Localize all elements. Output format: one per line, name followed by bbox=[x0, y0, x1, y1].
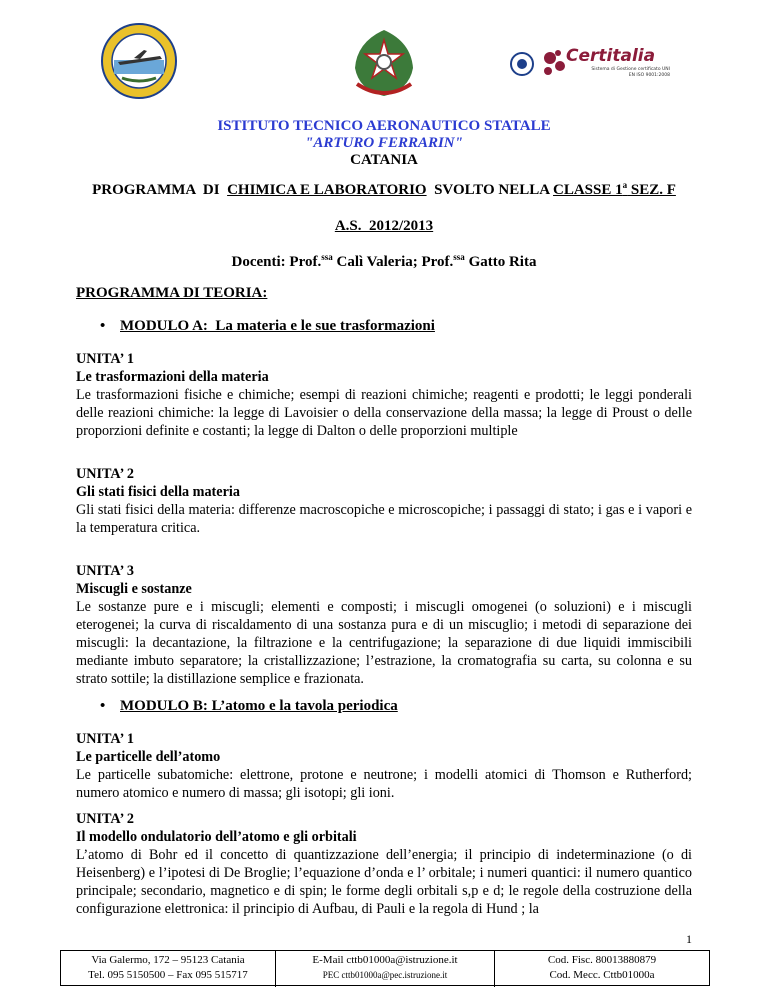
program-class-label: CLASSE 1 bbox=[553, 182, 623, 198]
footer-address: Via Galermo, 172 – 95123 Catania bbox=[91, 954, 245, 966]
school-city: CATANIA bbox=[350, 152, 418, 168]
program-subject: CHIMICA E LABORATORIO bbox=[227, 182, 427, 198]
teachers-b: Calì Valeria; Prof. bbox=[332, 254, 454, 270]
module-a-unit-1-label: UNITA’ 1 bbox=[76, 351, 134, 367]
program-section: SEZ. F bbox=[627, 182, 676, 198]
school-year: A.S. 2012/2013 bbox=[334, 218, 434, 234]
module-b-title: MODULO B: L’atomo e la tavola periodica bbox=[120, 698, 398, 714]
footer-email: E-Mail cttb01000a@istruzione.it bbox=[312, 954, 458, 966]
teachers bbox=[0, 254, 768, 271]
page-number: 1 bbox=[686, 932, 692, 946]
section-title: PROGRAMMA DI TEORIA: bbox=[76, 285, 268, 301]
module-b-unit-2-text: L’atomo di Bohr ed il concetto di quantizzazione dell’energia; il principio di indeterminazione (o di Heisenberg) e l’ipotesi di De Broglie; l’equazione d’onda e l’ orbitale; i numeri quantici: il numero quantico principale; secondario, magnetico e di spin; le forme degli orbitali s,p e d; le regole della costruzione della configurazione elettronica: il principio di Aufbau, di Pauli e la regola di Hund ; la bbox=[76, 847, 692, 917]
module-b-unit-1-title: Le particelle dell’atomo bbox=[76, 749, 221, 765]
module-b-unit-2-title: Il modello ondulatorio dell’atomo e gli orbitali bbox=[76, 829, 357, 845]
program-title-prefix: PROGRAMMA DI bbox=[92, 182, 228, 198]
module-a-unit-3-text: Le sostanze pure e i miscugli; elementi e composti; i miscugli omogenei (o soluzioni) e i miscugli eterogenei; la curva di riscaldamento di una sostanza pura e di un miscuglio; i metodi di separazione dei miscugli: la decantazione, la filtrazione e la centrifugazione; la separazione di due liquidi immiscibili mediante imbuto separatore; la cristallizzazione; l’estrazione, la cromatografia su carta, su colonna e su strato sottile; la distillazione semplice e frazionata. bbox=[76, 599, 692, 687]
bullet-icon: • bbox=[100, 318, 106, 334]
program-title-mid: SVOLTO NELLA bbox=[426, 182, 554, 198]
italian-republic-emblem bbox=[343, 24, 425, 100]
footer-codes-cell bbox=[495, 951, 709, 987]
program-title bbox=[0, 182, 768, 199]
module-a-unit-2-title: Gli stati fisici della materia bbox=[76, 484, 240, 500]
footer-fiscal-code: Cod. Fisc. 80013880879 bbox=[547, 954, 657, 966]
module-b-unit-1-text: Le particelle subatomiche: elettrone, protone e neutrone; i modelli atomici di Thomson e Rutherford; numero atomico e numero di massa; gli isotopi; gli ioni. bbox=[76, 767, 692, 801]
module-a-unit-1-text: Le trasformazioni fisiche e chimiche; esempi di reazioni chimiche; reagenti e prodotti; le leggi ponderali delle reazioni chimiche: la legge di Lavoisier o della conservazione della massa; la legge di Proust o delle proporzioni definite e costanti; la legge di Dalton o delle proporzioni multiple bbox=[76, 387, 692, 439]
teachers-sup-1: ssa bbox=[321, 252, 333, 262]
module-a-unit-2-label: UNITA’ 2 bbox=[76, 466, 134, 482]
footer-phone: Tel. 095 5150500 – Fax 095 515717 bbox=[88, 969, 248, 981]
program-class-sup: a bbox=[622, 180, 628, 190]
footer-mecc-code: Cod. Mecc. Cttb01000a bbox=[549, 969, 655, 981]
teachers-a: Docenti: Prof. bbox=[231, 254, 322, 270]
module-b-unit-2-label: UNITA’ 2 bbox=[76, 811, 134, 827]
footer-address-cell bbox=[61, 951, 276, 987]
module-b-unit-1-label: UNITA’ 1 bbox=[76, 731, 134, 747]
certitalia-logo bbox=[508, 44, 670, 84]
certitalia-tagline: Sistema di Gestione certificato UNI EN ISO 9001:2008 bbox=[591, 67, 670, 78]
certitalia-brand: Certitalia bbox=[566, 46, 656, 66]
school-name: ISTITUTO TECNICO AERONAUTICO STATALE bbox=[217, 118, 551, 134]
footer-pec: PEC cttb01000a@pec.istruzione.it bbox=[322, 970, 448, 980]
bullet-icon: • bbox=[100, 698, 106, 714]
footer-contact-cell bbox=[276, 951, 495, 987]
module-a-unit-2-text: Gli stati fisici della materia: differenze macroscopiche e microscopiche; i passaggi di stato; i gas e i vapori e la temperatura critica. bbox=[76, 502, 692, 536]
module-a-title: MODULO A: La materia e le sue trasformazioni bbox=[120, 318, 435, 334]
teachers-sup-2: ssa bbox=[453, 252, 465, 262]
module-a-unit-3-label: UNITA’ 3 bbox=[76, 563, 134, 579]
footer bbox=[60, 950, 710, 986]
module-a-unit-3-title: Miscugli e sostanze bbox=[76, 581, 192, 597]
program-class bbox=[553, 182, 676, 198]
teachers-c: Gatto Rita bbox=[464, 254, 537, 270]
school-logo bbox=[100, 22, 178, 100]
module-a-unit-1-title: Le trasformazioni della materia bbox=[76, 369, 269, 385]
school-dedication: "ARTURO FERRARIN" bbox=[305, 135, 463, 151]
